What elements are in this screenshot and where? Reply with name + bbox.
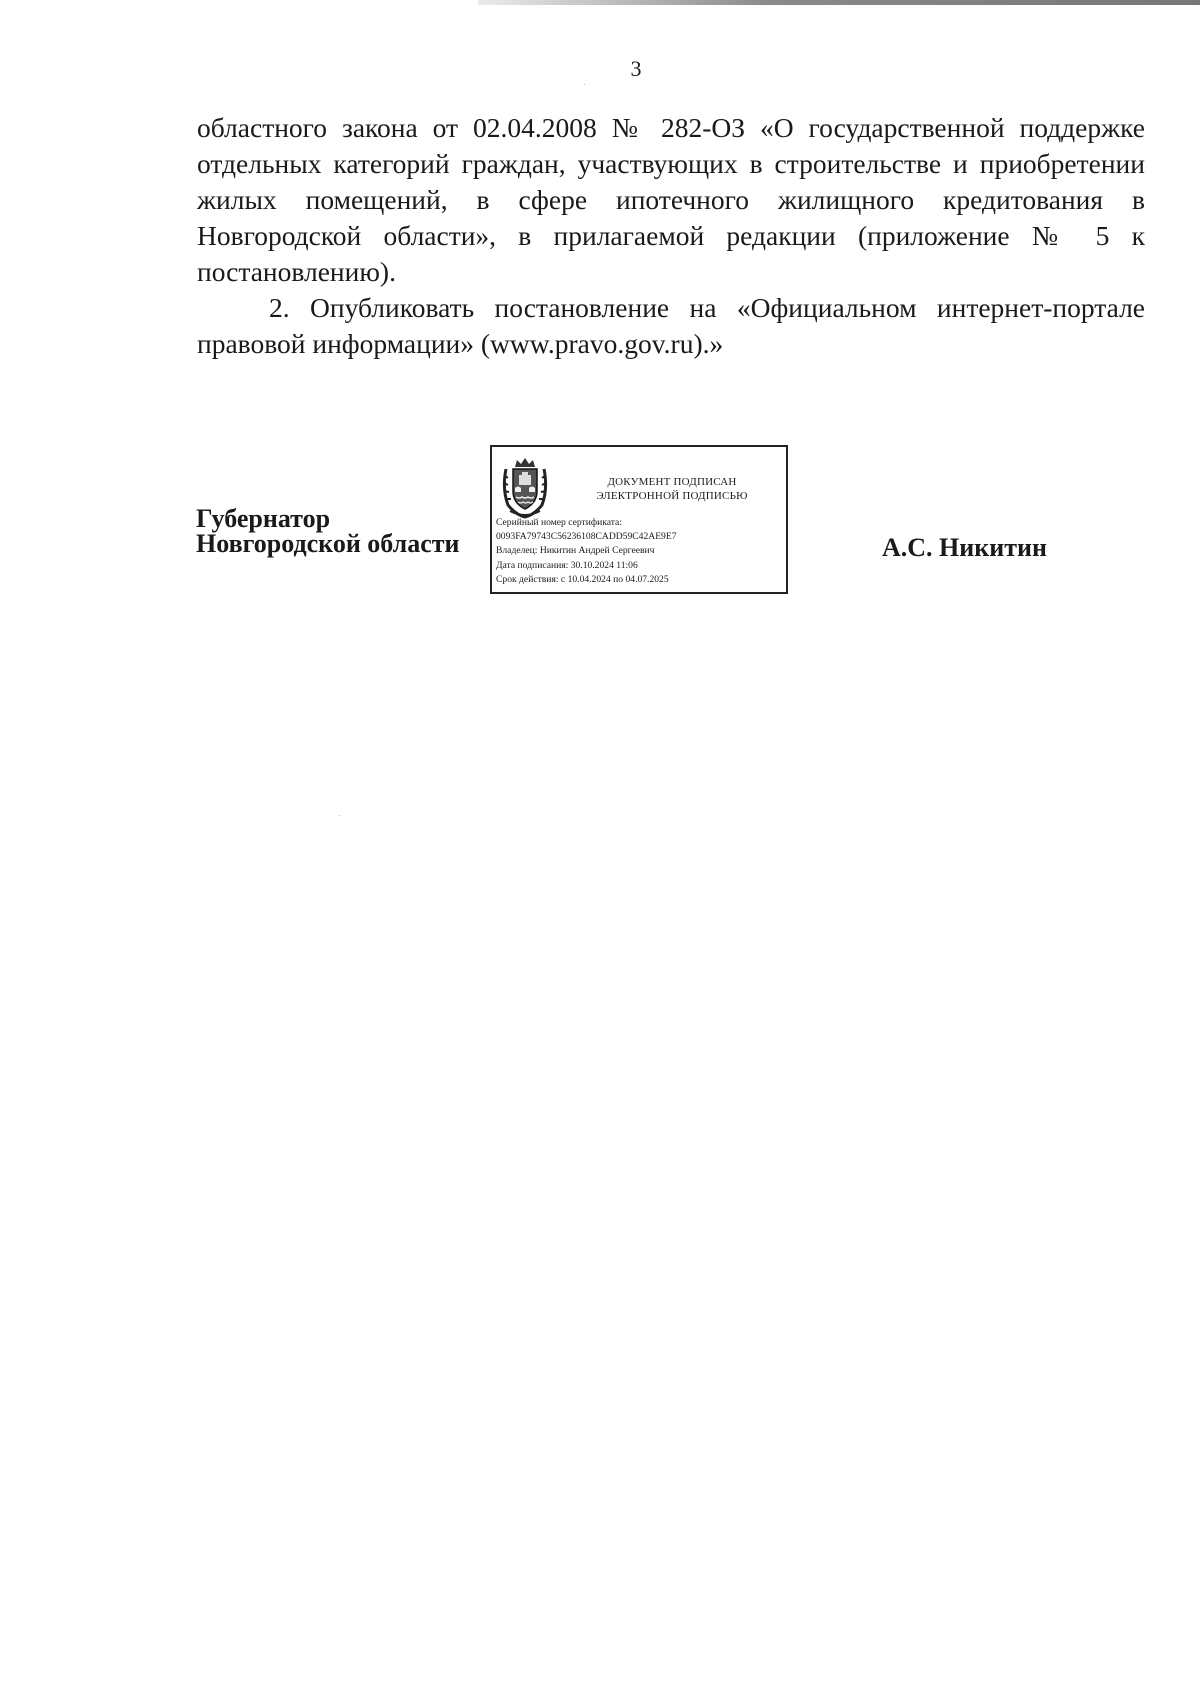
- body-paragraph: областного закона от 02.04.2008 № 282-ОЗ «О государственной поддержке отдельных категорий граждан, участвующих в строительстве и приобретении жилых помещений, в сфере ипотечного жилищного кредитования в Новгородской области», в прилагаемой редакции (приложение № 5 к постановлению).: [197, 112, 1145, 287]
- stamp-heading: [572, 475, 772, 503]
- certificate-owner: Владелец: Никитин Андрей Сергеевич: [496, 545, 655, 557]
- document-body: [197, 110, 1145, 362]
- certificate-serial-label: Серийный номер сертификата:: [496, 517, 622, 528]
- scan-edge-line: [478, 0, 1200, 5]
- stamp-heading-line: ДОКУМЕНТ ПОДПИСАН: [607, 476, 737, 488]
- signatory-title-line: Губернатор: [196, 504, 331, 533]
- stamp-heading-line: ЭЛЕКТРОННОЙ ПОДПИСЬЮ: [596, 490, 748, 502]
- electronic-signature-stamp: [490, 445, 788, 594]
- signatory-title-line: Новгородской области: [196, 529, 460, 558]
- page-number: 3: [630, 56, 642, 81]
- certificate-validity: Срок действия: с 10.04.2024 по 04.07.2025: [496, 573, 669, 585]
- signer-name: А.С. Никитин: [882, 533, 1047, 562]
- stamp-details: [496, 516, 677, 587]
- certificate-serial-value: 0093FA79743C56236108CADD59C42AE9E7: [496, 531, 677, 543]
- scan-speck: [339, 815, 340, 816]
- signatory-title: [196, 506, 460, 556]
- signing-date: Дата подписания: 30.10.2024 11:06: [496, 559, 638, 571]
- coat-of-arms-icon: [498, 455, 552, 519]
- scan-speck: [584, 84, 585, 85]
- body-paragraph: 2. Опубликовать постановление на «Официальном интернет-портале правовой информации» (www.pravo.gov.ru).»: [197, 292, 1145, 359]
